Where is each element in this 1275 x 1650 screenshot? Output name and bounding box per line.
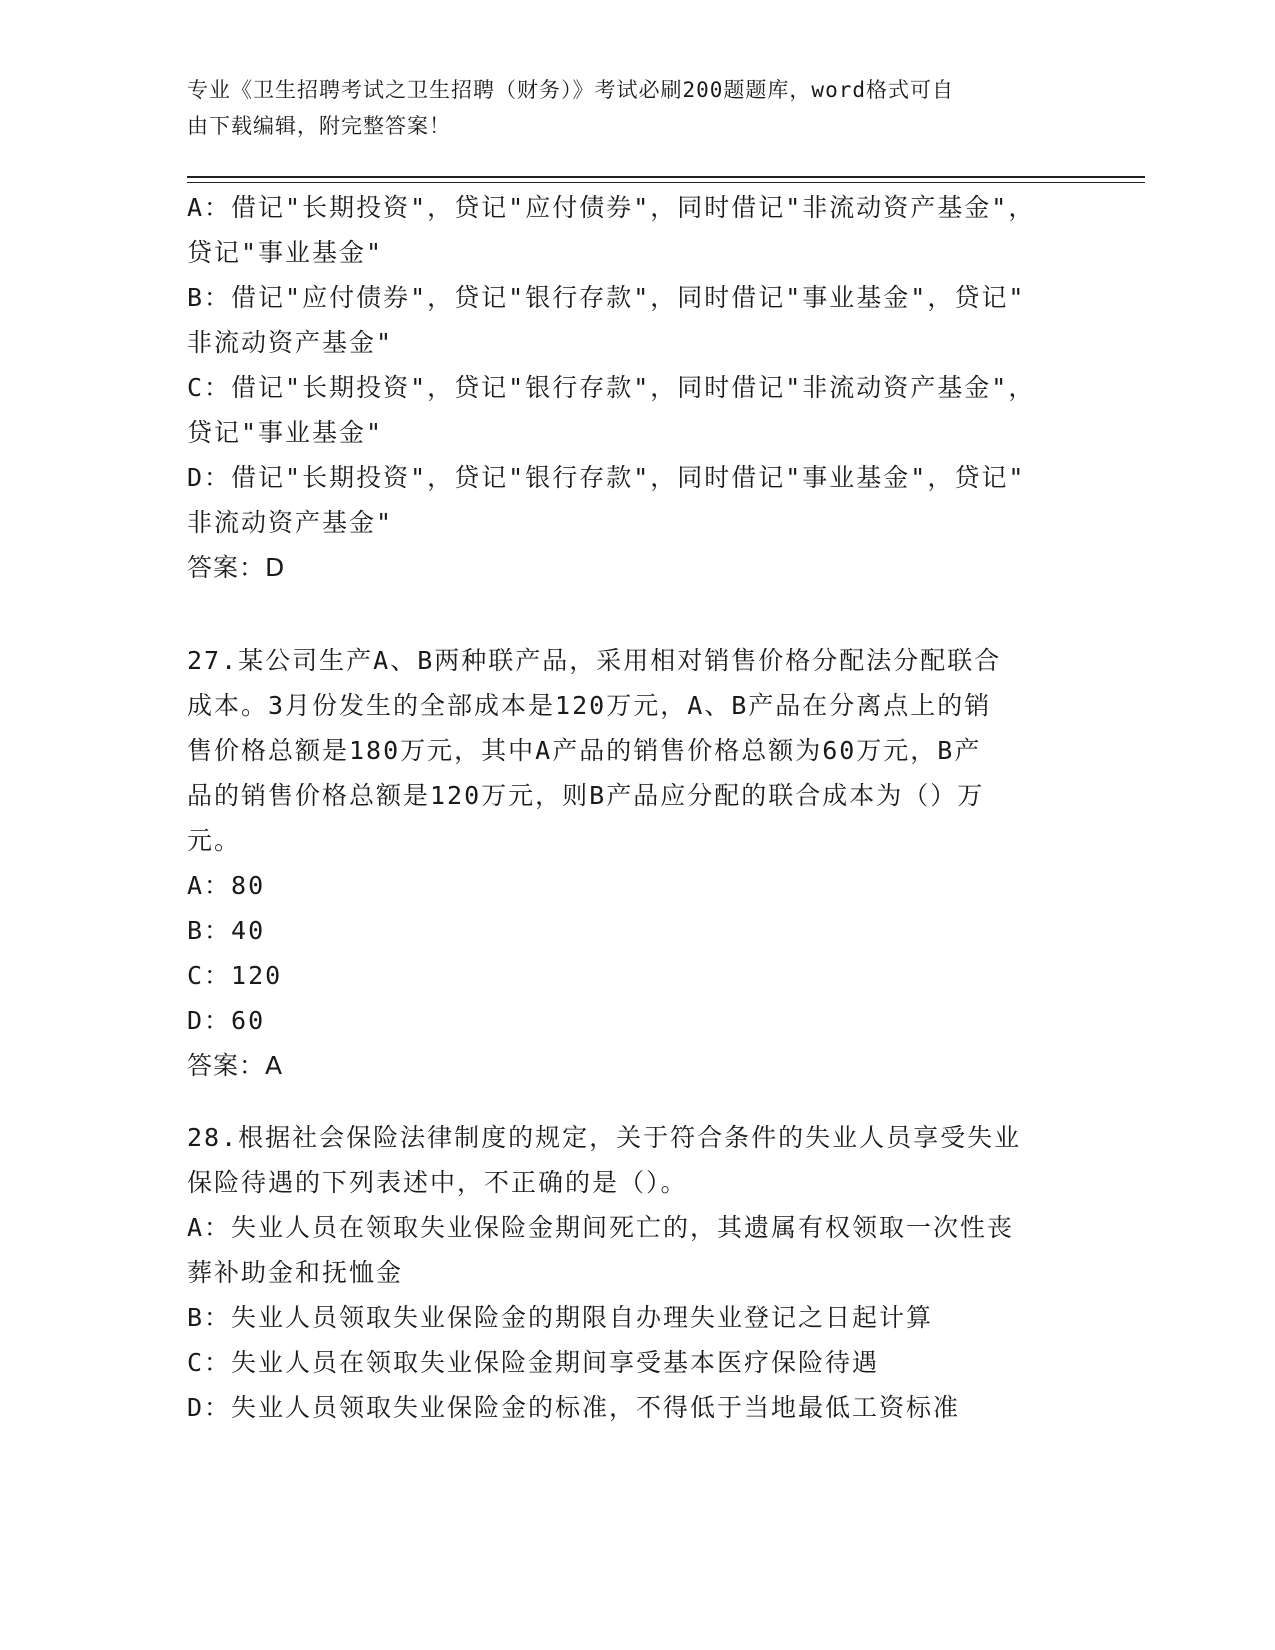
question-stem-line: 元。 [187,826,242,855]
header-divider [187,176,1145,178]
option-d-line: 非流动资产基金" [187,508,394,537]
option-a-line: 葬补助金和抚恤金 [187,1258,404,1287]
option-c: C：失业人员在领取失业保险金期间享受基本医疗保险待遇 [187,1348,880,1377]
question-stem-line: 成本。3月份发生的全部成本是120万元，A、B产品在分离点上的销 [187,691,992,720]
option-a-line: 贷记"事业基金" [187,238,384,267]
answer-label: 答案：A [187,1051,284,1080]
question-stem-line: 27.某公司生产A、B两种联产品，采用相对销售价格分配法分配联合 [187,646,1002,675]
question-stem-line: 品的销售价格总额是120万元，则B产品应分配的联合成本为（）万 [187,781,985,810]
option-b-line: B：借记"应付债券"，贷记"银行存款"，同时借记"事业基金"，贷记" [187,283,1026,312]
option-d: D：60 [187,1006,266,1035]
question-stem-line: 28.根据社会保险法律制度的规定，关于符合条件的失业人员享受失业 [187,1123,1022,1152]
document-header [187,72,1077,144]
question-27 [187,638,1087,1088]
question-stem-line: 保险待遇的下列表述中，不正确的是（）。 [187,1168,688,1197]
header-line: 由下载编辑，附完整答案！ [187,114,451,138]
option-c: C：120 [187,961,283,990]
option-a-line: A：借记"长期投资"，贷记"应付债券"，同时借记"非流动资产基金"， [187,193,1036,222]
option-a-line: A：失业人员在领取失业保险金期间死亡的，其遗属有权领取一次性丧 [187,1213,1015,1242]
option-b-line: 非流动资产基金" [187,328,394,357]
header-divider-thin [187,182,1145,183]
option-a: A：80 [187,871,266,900]
question-stem-line: 售价格总额是180万元，其中A产品的销售价格总额为60万元，B产 [187,736,982,765]
option-b: B：40 [187,916,266,945]
option-b: B：失业人员领取失业保险金的期限自办理失业登记之日起计算 [187,1303,934,1332]
question-26-options [187,185,1087,590]
option-c-line: 贷记"事业基金" [187,418,384,447]
option-d-line: D：借记"长期投资"，贷记"银行存款"，同时借记"事业基金"，贷记" [187,463,1026,492]
option-d: D：失业人员领取失业保险金的标准，不得低于当地最低工资标准 [187,1393,961,1422]
answer-label: 答案：D [187,553,286,582]
header-line: 专业《卫生招聘考试之卫生招聘（财务）》考试必刷200题题库，word格式可自 [187,78,954,102]
option-c-line: C：借记"长期投资"，贷记"银行存款"，同时借记"非流动资产基金"， [187,373,1036,402]
question-28 [187,1115,1087,1430]
